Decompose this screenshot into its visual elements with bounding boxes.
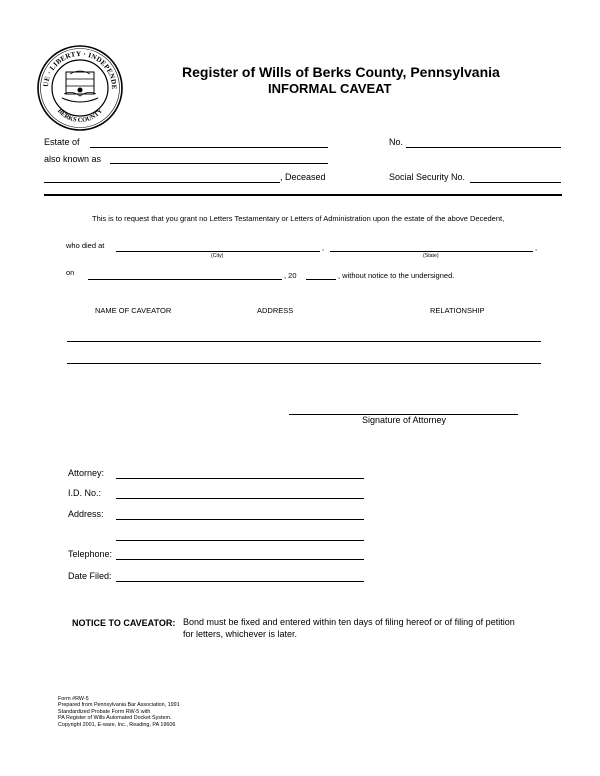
aka-label: also known as bbox=[44, 154, 102, 164]
footer-line: Form #RW-5 bbox=[58, 696, 89, 702]
address-field-line-1[interactable] bbox=[116, 508, 364, 520]
ssn-label: Social Security No. bbox=[389, 172, 466, 182]
id-no-field[interactable] bbox=[116, 487, 364, 499]
caveator-row-2[interactable] bbox=[67, 352, 541, 364]
attorney-label: Attorney: bbox=[68, 468, 105, 478]
city-caption: (City) bbox=[211, 253, 224, 259]
death-date-field[interactable] bbox=[88, 268, 282, 280]
date-filed-label: Date Filed: bbox=[68, 571, 112, 581]
column-header: NAME OF CAVEATOR bbox=[95, 306, 172, 315]
footer-line: Copyright 2001, E-ware, Inc., Reading, PA 19606 bbox=[58, 721, 176, 728]
seal-ring-text: UE · LIBERTY · INDEPENDE bbox=[41, 49, 119, 90]
notice-suffix: , without notice to the undersigned. bbox=[338, 271, 455, 280]
footer-line: Standardized Probate Form RW-5 with bbox=[58, 708, 151, 715]
caveator-row-1[interactable] bbox=[67, 330, 541, 342]
estate-of-label: Estate of bbox=[44, 137, 80, 147]
died-at-label: who died at bbox=[66, 241, 105, 250]
aka-field[interactable] bbox=[110, 152, 328, 164]
request-text: This is to request that you grant no Letters Testamentary or Letters of Administration upon the estate of the above Decedent, bbox=[92, 214, 505, 223]
date-filed-field[interactable] bbox=[116, 570, 364, 582]
footer-line: PA Register of Wills Automated Docket System. bbox=[58, 715, 172, 722]
svg-text:VIRTUE · LIBERTY · INDEPENDENC bbox=[36, 44, 118, 90]
on-label: on bbox=[66, 268, 75, 277]
seal-bottom-text: BERKS COUNTY bbox=[56, 107, 104, 125]
death-year-field[interactable] bbox=[306, 268, 336, 280]
case-number-label: No. bbox=[389, 137, 404, 147]
footer-line: Prepared from Pennsylvania Bar Association, 1991 bbox=[58, 702, 180, 709]
column-header: ADDRESS bbox=[257, 306, 294, 315]
state-caption: (State) bbox=[423, 253, 439, 259]
id-no-label: I.D. No.: bbox=[68, 488, 102, 498]
address-field-line-2[interactable] bbox=[116, 529, 364, 541]
city-field[interactable] bbox=[116, 240, 320, 252]
notice-heading: NOTICE TO CAVEATOR: bbox=[72, 618, 176, 628]
address-label: Address: bbox=[68, 509, 104, 519]
state-field[interactable] bbox=[330, 240, 533, 252]
form-footer bbox=[58, 696, 180, 728]
year-prefix: , 20 bbox=[284, 271, 297, 280]
ssn-field[interactable] bbox=[470, 171, 561, 183]
attorney-field[interactable] bbox=[116, 467, 364, 479]
comma-separator: , bbox=[535, 243, 538, 252]
form-title: Register of Wills of Berks County, Pennsylvania bbox=[182, 64, 500, 80]
telephone-label: Telephone: bbox=[68, 549, 113, 559]
case-number-field[interactable] bbox=[406, 136, 561, 148]
seal-graphic bbox=[36, 44, 124, 132]
decedent-name-field[interactable] bbox=[44, 171, 280, 183]
form-subtitle: INFORMAL CAVEAT bbox=[268, 81, 392, 96]
attorney-signature-field[interactable] bbox=[289, 403, 518, 415]
estate-of-field[interactable] bbox=[90, 136, 328, 148]
notice-text-line-2: for letters, whichever is later. bbox=[183, 629, 298, 639]
signature-label: Signature of Attorney bbox=[362, 415, 447, 425]
telephone-field[interactable] bbox=[116, 548, 364, 560]
deceased-label: , Deceased bbox=[280, 172, 326, 182]
county-seal bbox=[36, 44, 124, 132]
section-divider bbox=[44, 194, 562, 196]
notice-text-line-1: Bond must be fixed and entered within ten days of filing hereof or of filing of petition bbox=[183, 617, 515, 627]
comma-separator: , bbox=[322, 243, 325, 252]
column-header: RELATIONSHIP bbox=[430, 306, 485, 315]
